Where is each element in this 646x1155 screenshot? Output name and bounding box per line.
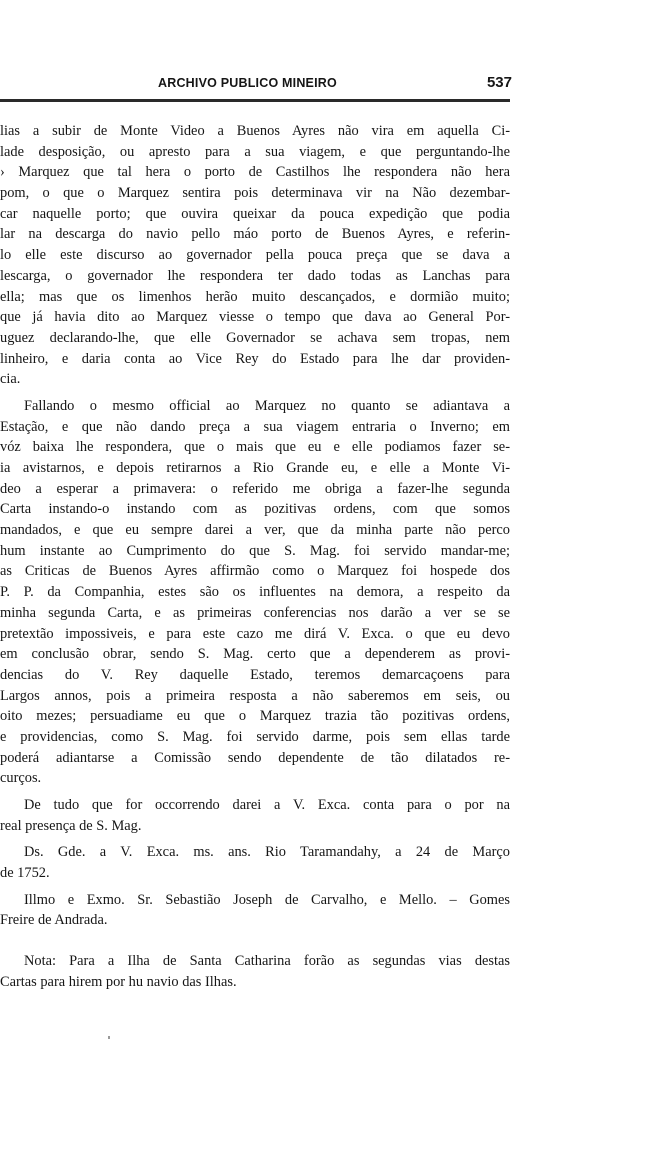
text-line: oito mezes; persuadiame eu que o Marquez trazia tão pozitivas ordens, — [0, 708, 510, 725]
text-line: De tudo que for occorrendo darei a V. Exca. conta para o por na — [24, 797, 510, 813]
page-number: 537 — [486, 74, 512, 91]
running-head: ARCHIVO PUBLICO MINEIRO — [158, 76, 337, 90]
text-line: dencias do V. Rey daquelle Estado, teremos demarcaçoens para — [0, 666, 510, 683]
scan-speck — [108, 1036, 110, 1039]
header-rule — [0, 99, 510, 102]
text-line: lescarga, o governador lhe respondera ter dado todas as Lanchas para — [0, 267, 510, 284]
text-line: Ds. Gde. a V. Exca. ms. ans. Rio Taramandahy, a 24 de Março — [24, 844, 510, 861]
page-body — [0, 121, 510, 993]
paragraph-fallando — [0, 396, 510, 789]
text-line: car naquelle porto; que ouvira queixar da pouca expedição que podia — [0, 205, 510, 222]
text-line: linheiro, e daria conta ao Vice Rey do Estado para lhe dar providen- — [0, 350, 510, 367]
text-line: lar na descarga do navio pello máo porto de Buenos Ayres, e referin- — [0, 226, 510, 243]
note-line: Nota: Para a Ilha de Santa Catharina forão as segundas vias destas — [24, 953, 510, 970]
text-line: uguez declarando-lhe, que elle Governador se achava sem tropas, nem — [0, 329, 510, 346]
text-line: hum instante ao Cumprimento do que S. Mag. foi servido mandar-me; — [0, 542, 510, 559]
text-line: › Marquez que tal hera o porto de Castilhos lhe respondera não hera — [0, 164, 510, 181]
text-line: curços. — [0, 770, 42, 787]
text-line: ella; mas que os limenhos herão muito descançados, e dormião muito; — [0, 288, 510, 305]
text-line: em conclusão obrar, sendo S. Mag. certo que a dependerem as provi- — [0, 646, 510, 663]
text-line: P. P. da Companhia, estes são os influentes na demora, a respeito da — [0, 584, 510, 601]
text-line: pom, o que o Marquez sentira pois determinava vir na Não dezembar- — [0, 185, 510, 202]
text-line: mandados, e que eu sempre darei a ver, que da minha parte não perco — [0, 522, 510, 539]
text-line: Largos annos, pois a primeira resposta a não saberemos em seis, ou — [0, 687, 510, 704]
text-line: Illmo e Exmo. Sr. Sebastião Joseph de Carvalho, e Mello. – Gomes — [24, 891, 510, 908]
text-line: Estação, e que não dando preça a sua viagem entraria o Inverno; em — [0, 418, 510, 435]
text-line: lo elle este discurso ao governador pella pouca preça que se dava a — [0, 247, 510, 264]
paragraph-closing — [0, 795, 510, 836]
footnote — [0, 951, 510, 992]
text-line: as Criticas de Buenos Ayres affirmão como o Marquez foi hospede dos — [0, 563, 510, 580]
page-header — [0, 74, 512, 96]
text-line: Fallando o mesmo official ao Marquez no quanto se adiantava a — [24, 397, 510, 414]
paragraph-continuation — [0, 121, 510, 390]
text-line: lias a subir de Monte Video a Buenos Ayres não vira em aquella Ci- — [0, 123, 510, 139]
text-line: que já havia dito ao Marquez viesse o tempo que dava ao General Por- — [0, 309, 510, 326]
text-line: ia avistarnos, e depois retirarnos a Rio Grande eu, e elle a Monte Vi- — [0, 460, 510, 476]
text-line: minha segunda Carta, e as primeiras conferencias nos darão a ver se se — [0, 604, 510, 621]
text-line: lade desposição, ou apresto para a sua viagem, e que perguntando-lhe — [0, 143, 510, 160]
paragraph-dateline — [0, 842, 510, 883]
text-line: cia. — [0, 371, 21, 388]
text-line: Carta instando-o instando com as pozitivas ordens, com que somos — [0, 501, 510, 518]
text-line: real presença de S. Mag. — [0, 817, 142, 834]
paragraph-signature — [0, 890, 510, 931]
text-line: deo a esperar a primavera: o referido me obriga a fazer-lhe segunda — [0, 480, 510, 497]
text-line: pretextão impossiveis, e para este cazo me dirá V. Exca. o que eu devo — [0, 625, 510, 642]
text-line: e providencias, como S. Mag. foi servido darme, pois sem ellas tarde — [0, 728, 510, 745]
text-line: poderá adiantarse a Comissão sendo dependente de tão dilatados re- — [0, 749, 510, 766]
text-line: de 1752. — [0, 865, 50, 882]
text-line: vóz baixa lhe respondera, que o mais que eu e elle podiamos fazer se- — [0, 439, 510, 456]
note-line: Cartas para hirem por hu navio das Ilhas. — [0, 973, 237, 990]
text-line: Freire de Andrada. — [0, 912, 108, 929]
